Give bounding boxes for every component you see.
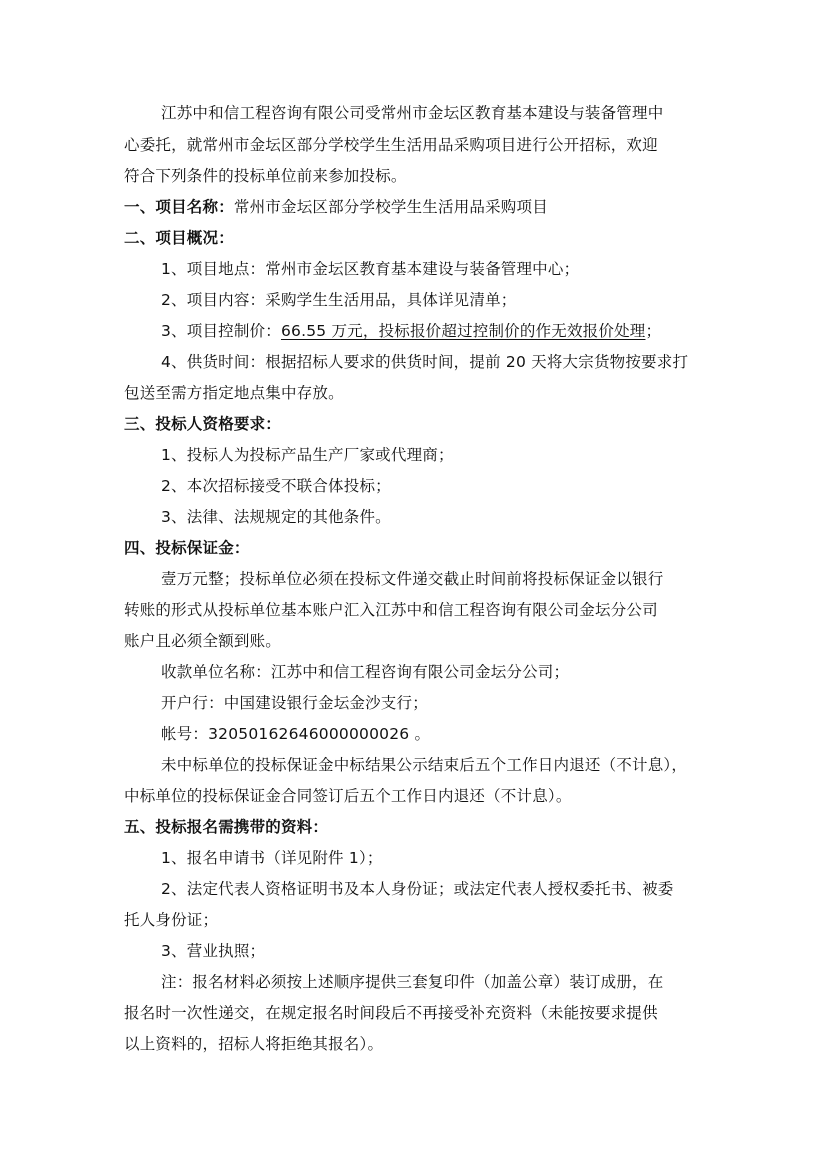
deposit-line-2: 转账的形式从投标单位基本账户汇入江苏中和信工程咨询有限公司金坛分公司 xyxy=(124,601,658,619)
project-control-price xyxy=(161,321,661,341)
qualification-3: 3、法律、法规规定的其他条件。 xyxy=(161,508,391,526)
material-2-line-2: 托人身份证； xyxy=(124,911,219,929)
project-content: 2、项目内容：采购学生生活用品，具体详见清单； xyxy=(161,291,517,309)
control-price-label: 3、项目控制价： xyxy=(161,322,281,340)
qualification-1: 1、投标人为投标产品生产厂家或代理商； xyxy=(161,446,454,464)
note-line-3: 以上资料的，招标人将拒绝其报名）。 xyxy=(124,1035,384,1053)
note-line-2: 报名时一次性递交，在规定报名时间段后不再接受补充资料（未能按要求提供 xyxy=(124,1004,658,1022)
refund-line-1: 未中标单位的投标保证金中标结果公示结束后五个工作日内退还（不计息）， xyxy=(161,756,688,774)
refund-line-2: 中标单位的投标保证金合同签订后五个工作日内退还（不计息）。 xyxy=(124,787,572,805)
section-1-heading: 一、项目名称： xyxy=(124,198,234,216)
deposit-line-1: 壹万元整；投标单位必须在投标文件递交截止时间前将投标保证金以银行 xyxy=(161,570,664,588)
bank-name: 开户行：中国建设银行金坛金沙支行； xyxy=(161,694,428,712)
section-2-heading: 二、项目概况： xyxy=(124,229,234,247)
section-3-heading: 三、投标人资格要求： xyxy=(124,415,282,433)
material-2-line-1: 2、法定代表人资格证明书及本人身份证；或法定代表人授权委托书、被委 xyxy=(161,880,674,898)
delivery-time-line-2: 包送至需方指定地点集中存放。 xyxy=(124,384,344,402)
control-price-suffix: ； xyxy=(645,322,662,340)
section-5-heading: 五、投标报名需携带的资料： xyxy=(124,818,329,836)
intro-line-2: 心委托，就常州市金坛区部分学校学生生活用品采购项目进行公开招标，欢迎 xyxy=(124,136,658,154)
qualification-2: 2、本次招标接受不联合体投标； xyxy=(161,477,391,495)
section-1-line xyxy=(124,197,548,217)
project-location: 1、项目地点：常州市金坛区教育基本建设与装备管理中心； xyxy=(161,260,580,278)
project-name-value: 常州市金坛区部分学校学生生活用品采购项目 xyxy=(233,198,548,216)
account-label: 帐号： xyxy=(161,725,209,743)
payee-name: 收款单位名称：江苏中和信工程咨询有限公司金坛分公司； xyxy=(161,663,570,681)
section-4-heading: 四、投标保证金： xyxy=(124,539,250,557)
material-1: 1、报名申请书（详见附件 1）； xyxy=(161,849,383,867)
control-price-value: 66.55 万元，投标报价超过控制价的作无效报价处理 xyxy=(280,322,646,340)
intro-line-1: 江苏中和信工程咨询有限公司受常州市金坛区教育基本建设与装备管理中 xyxy=(161,104,664,122)
account-line xyxy=(161,724,430,744)
delivery-time-line-1: 4、供货时间：根据招标人要求的供货时间，提前 20 天将大宗货物按要求打 xyxy=(161,353,689,371)
intro-line-3: 符合下列条件的投标单位前来参加投标。 xyxy=(124,167,407,185)
deposit-line-3: 账户且必须全额到账。 xyxy=(124,632,282,650)
note-line-1: 注：报名材料必须按上述顺序提供三套复印件（加盖公章）装订成册，在 xyxy=(161,973,664,991)
material-3: 3、营业执照； xyxy=(161,942,266,960)
account-number: 32050162646000000026 。 xyxy=(208,725,431,743)
